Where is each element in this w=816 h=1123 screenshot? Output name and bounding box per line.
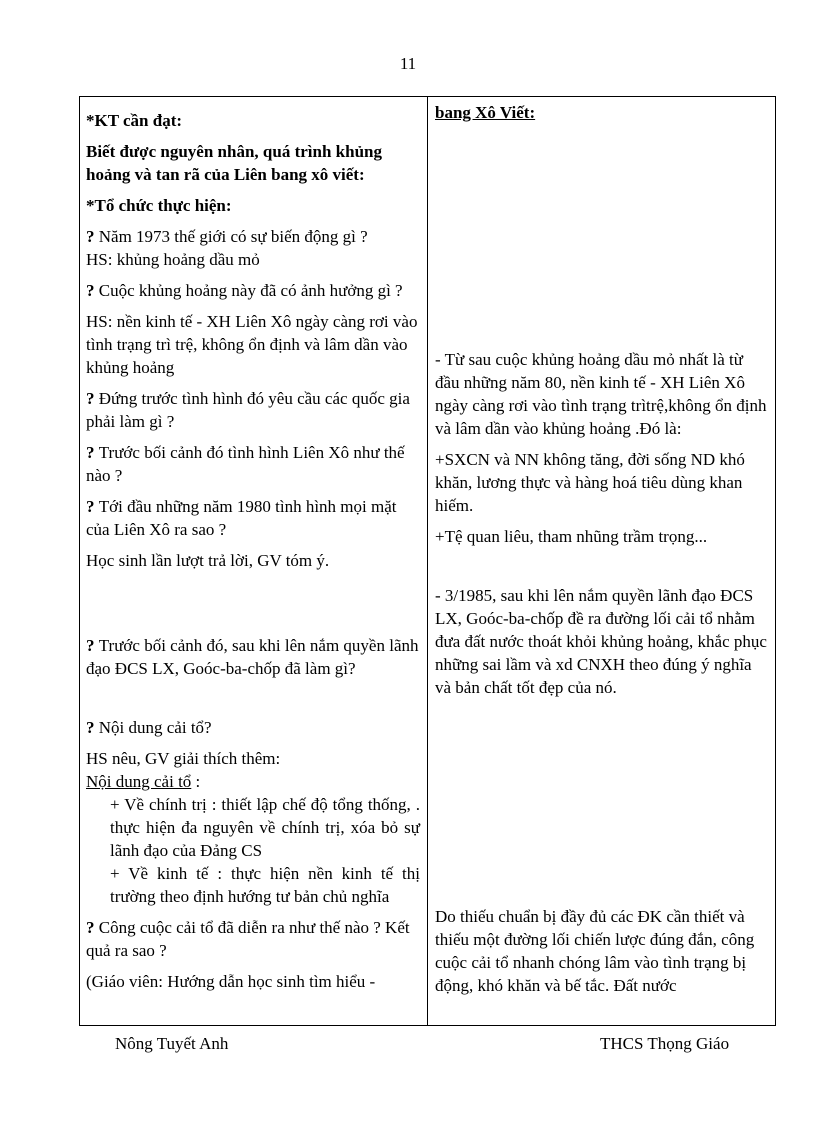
right-paragraph-3: +Tệ quan liêu, tham nhũng trầm trọng... (435, 527, 708, 546)
question-5: ? Tới đầu những năm 1980 tình hình mọi mặt của Liên Xô ra sao ? (86, 497, 397, 539)
question-3: ? Đứng trước tình hình đó yêu cầu các quốc gia phải làm gì ? (86, 389, 410, 431)
content-heading: Nội dung cải tổ : (86, 772, 201, 791)
lesson-table (79, 96, 776, 1026)
content-column (435, 101, 769, 1005)
question-1: ? Năm 1973 thế giới có sự biến động gì ? (86, 227, 368, 246)
question-2: ? Cuộc khủng hoảng này đã có ảnh hưởng gì ? (86, 281, 403, 300)
right-paragraph-1: - Từ sau cuộc khủng hoảng dầu mỏ nhất là từ đầu những năm 80, nền kinh tế - XH Liên Xô ngày càng rơi vào tình trạng trìtrệ,không ổn định và lâm dần vào khủng hoảng .Đó là: (435, 350, 767, 438)
teacher-note: (Giáo viên: Hướng dẫn học sinh tìm hiểu - (86, 972, 376, 991)
tc-heading: *Tổ chức thực hiện: (86, 196, 232, 215)
question-7: ? Nội dung cải tổ? (86, 718, 212, 737)
footer-author: Nông Tuyết Anh (115, 1034, 229, 1053)
kt-heading: *KT cần đạt: (86, 111, 183, 130)
right-paragraph-5: Do thiếu chuẩn bị đầy đủ các ĐK cần thiết và thiếu một đường lối chiến lược đúng đắn, công cuộc cải tổ nhanh chóng lâm vào tình trạng bị động, khó khăn và bế tắc. Đất nước (435, 907, 755, 995)
content-economy: + Về kinh tế : thực hiện nền kinh tế thị trường theo định hướng tư bản chủ nghĩa (110, 864, 420, 906)
right-paragraph-2: +SXCN và NN không tăng, đời sống ND khó khăn, lương thực và hàng hoá tiêu dùng khan hiếm. (435, 450, 745, 515)
answer-7: HS nêu, GV giải thích thêm: (86, 749, 281, 768)
footer-school: THCS Thọng Giáo (600, 1034, 730, 1053)
right-paragraph-4: - 3/1985, sau khi lên nắm quyền lãnh đạo ĐCS LX, Goóc-ba-chốp đề ra đường lối cải tổ nhằm đưa đất nước thoát khỏi khủng hoảng, khắc phục những sai lầm và xd CNXH theo đúng ý nghĩa và bản chất tốt đẹp của nó. (435, 586, 767, 697)
question-4: ? Trước bối cảnh đó tình hình Liên Xô như thế nào ? (86, 443, 405, 485)
column-divider (427, 97, 428, 1025)
answer-5: Học sinh lần lượt trả lời, GV tóm ý. (86, 551, 330, 570)
question-8: ? Công cuộc cải tổ đã diễn ra như thế nào ? Kết quả ra sao ? (86, 918, 410, 960)
answer-2: HS: nền kinh tế - XH Liên Xô ngày càng rơi vào tình trạng trì trệ, không ổn định và lâm dần vào khủng hoảng (86, 312, 418, 377)
right-heading: bang Xô Viết: (435, 103, 536, 122)
activity-column (86, 105, 420, 1001)
question-6: ? Trước bối cảnh đó, sau khi lên nắm quyền lãnh đạo ĐCS LX, Goóc-ba-chốp đã làm gì? (86, 636, 419, 678)
kt-text: Biết được nguyên nhân, quá trình khủng hoảng và tan rã của Liên bang xô viết: (86, 142, 382, 184)
content-politics: + Về chính trị : thiết lập chế độ tổng thống, . thực hiện đa nguyên về chính trị, xóa bỏ sự lãnh đạo của Đảng CS (110, 795, 420, 860)
answer-1: HS: khủng hoảng dầu mỏ (86, 250, 260, 269)
page-number: 11 (399, 54, 417, 73)
